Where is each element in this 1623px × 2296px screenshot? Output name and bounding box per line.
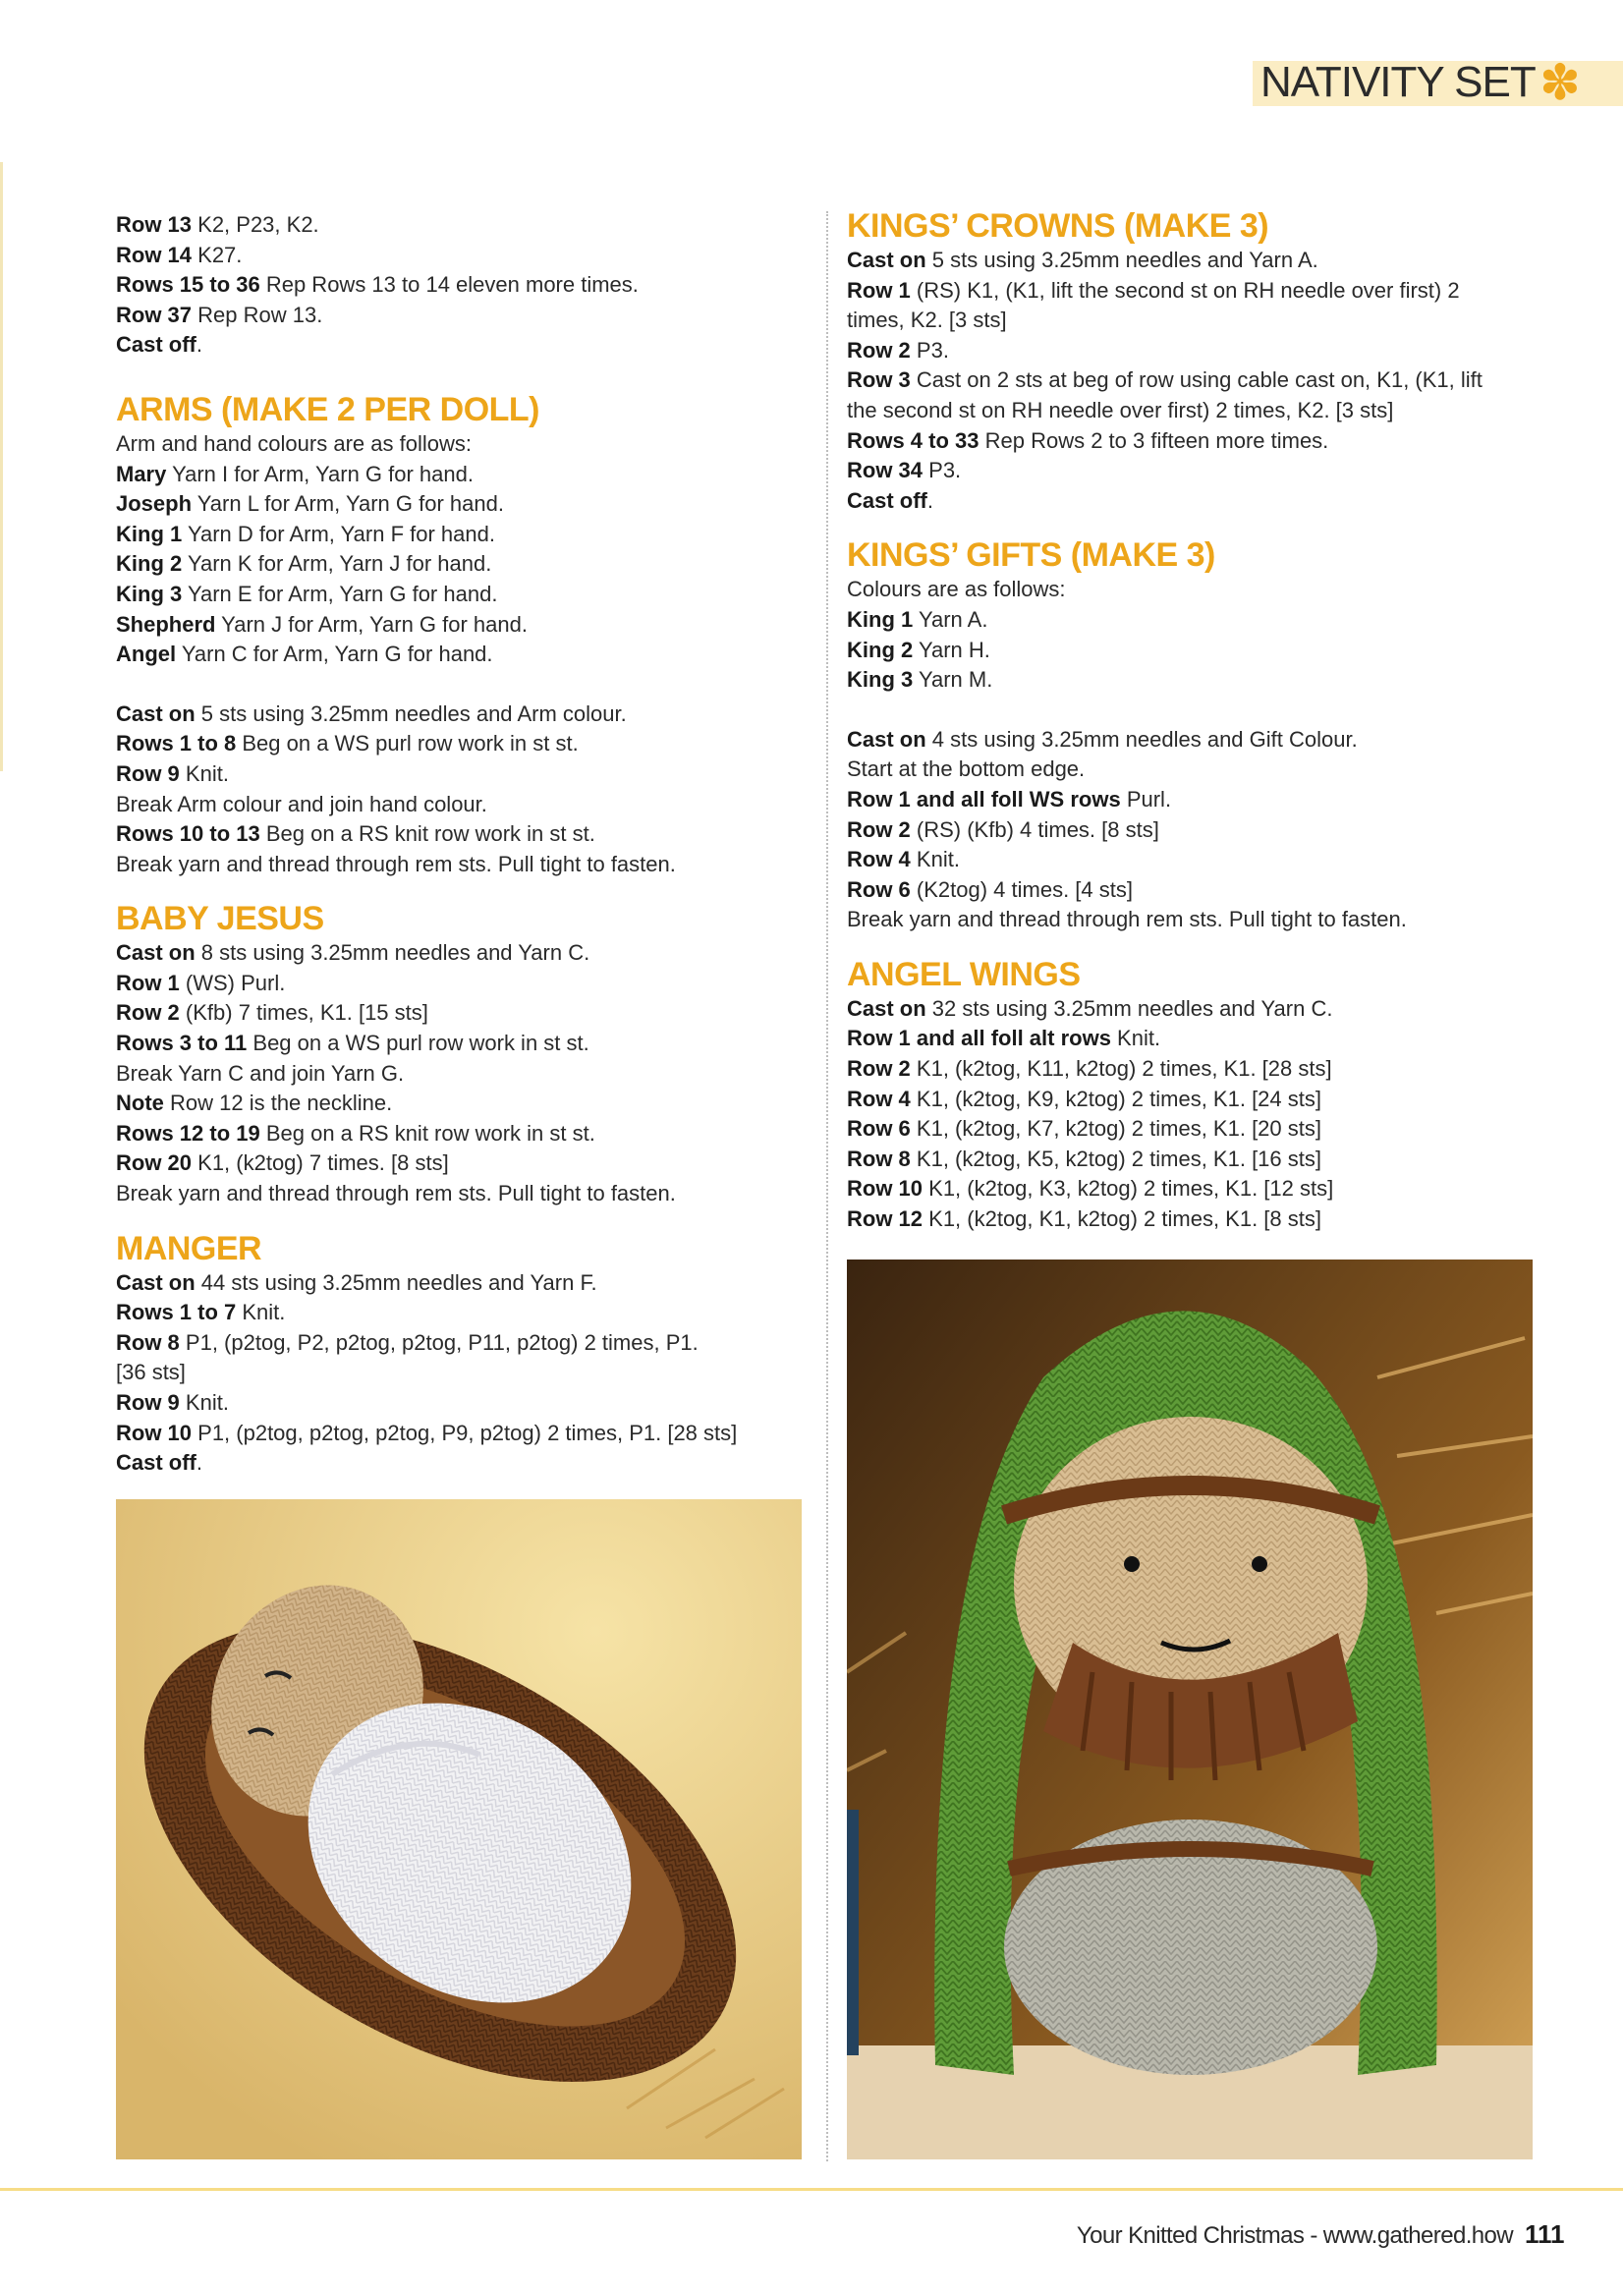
instruction-line — [116, 1148, 813, 1179]
angel-wings-heading: ANGEL WINGS — [847, 955, 1081, 993]
angel-wings-instructions — [847, 994, 1535, 1235]
instruction-text: Break yarn and thread through rem sts. Pull tight to fasten. — [847, 907, 1407, 932]
instruction-lead: Row 13 — [116, 212, 193, 237]
instruction-text: Rep Rows 2 to 3 fifteen more times. — [979, 427, 1329, 453]
instruction-line — [116, 1298, 813, 1328]
instruction-lead: King 3 — [847, 667, 914, 693]
instruction-lead: Row 14 — [116, 242, 193, 267]
instruction-line — [847, 1174, 1535, 1204]
instruction-line — [847, 456, 1535, 486]
instruction-text: [36 sts] — [116, 1360, 186, 1385]
section-title: NATIVITY SET — [1260, 58, 1536, 106]
instruction-text: K1, (k2tog) 7 times. [8 sts] — [192, 1150, 449, 1176]
instruction-text: Rep Rows 13 to 14 eleven more times. — [259, 272, 639, 298]
instruction-text: Knit. — [179, 1390, 229, 1415]
instruction-lead: King 1 — [847, 606, 914, 632]
instruction-text: 8 sts using 3.25mm needles and Yarn C. — [195, 940, 590, 966]
instruction-lead: Row 10 — [116, 1420, 193, 1445]
instruction-line — [116, 850, 813, 880]
instruction-line — [116, 1358, 813, 1388]
instruction-line — [847, 755, 1535, 785]
instruction-line — [847, 905, 1535, 935]
instruction-lead: Row 2 — [847, 1056, 911, 1082]
instruction-text: 5 sts using 3.25mm needles and Yarn A. — [925, 248, 1318, 272]
instruction-line — [116, 270, 813, 301]
instruction-text: K27. — [192, 242, 243, 267]
instruction-line — [847, 725, 1535, 756]
instruction-line — [847, 665, 1535, 696]
arms-colour-list — [116, 460, 813, 670]
instruction-line — [847, 1024, 1535, 1054]
instruction-lead: Row 2 — [116, 1000, 180, 1026]
instruction-lead: Row 2 — [847, 337, 911, 363]
column-divider — [826, 211, 828, 2161]
instruction-line — [116, 790, 813, 820]
instruction-text: K1, (k2tog, K3, k2tog) 2 times, K1. [12 sts] — [923, 1176, 1334, 1202]
left-column — [116, 210, 813, 1479]
instruction-lead: King 2 — [847, 637, 914, 662]
instruction-text: Break yarn and thread through rem sts. Pull tight to fasten. — [116, 851, 676, 876]
instruction-text: P1, (p2tog, p2tog, p2tog, P9, p2tog) 2 times, P1. [28 sts] — [192, 1420, 738, 1445]
instruction-line — [847, 815, 1535, 846]
instruction-lead: Cast on — [847, 248, 926, 272]
instruction-text: Beg on a RS knit row work in st st. — [259, 821, 595, 847]
instruction-text: K1, (k2tog, K11, k2tog) 2 times, K1. [28 sts] — [910, 1056, 1332, 1082]
instruction-text: Knit. — [910, 847, 960, 872]
instruction-line — [116, 1419, 813, 1449]
instruction-lead: Rows 1 to 7 — [116, 1300, 237, 1325]
instruction-text: Beg on a WS purl row work in st st. — [247, 1031, 589, 1056]
instruction-lead: Cast on — [116, 1269, 196, 1295]
instruction-line — [116, 460, 813, 490]
instruction-text: 32 sts using 3.25mm needles and Yarn C. — [925, 995, 1333, 1021]
instruction-lead: Row 1 — [847, 277, 911, 303]
instruction-line — [116, 969, 813, 999]
instruction-text: K1, (k2tog, K5, k2tog) 2 times, K1. [16 sts] — [910, 1146, 1321, 1171]
instruction-text: P3. — [910, 337, 949, 363]
instruction-line — [116, 640, 813, 670]
instruction-lead: Mary — [116, 461, 167, 486]
instruction-line — [116, 330, 813, 361]
instruction-text: Yarn C for Arm, Yarn G for hand. — [176, 642, 493, 667]
instruction-line — [116, 1029, 813, 1059]
instruction-line — [847, 336, 1535, 366]
instruction-line — [116, 1089, 813, 1119]
kings-gifts-heading: KINGS’ GIFTS (MAKE 3) — [847, 536, 1215, 575]
instruction-text: Yarn A. — [913, 606, 988, 632]
baby-jesus-illustration — [116, 1499, 802, 2159]
instruction-line — [116, 1328, 813, 1359]
shepherd-doll-illustration — [847, 1260, 1533, 2159]
instruction-line — [116, 729, 813, 759]
instruction-text: Knit. — [236, 1300, 286, 1325]
instruction-lead: Row 4 — [847, 847, 911, 872]
instruction-lead: King 2 — [116, 551, 183, 577]
instruction-line — [116, 819, 813, 850]
instruction-lead: Cast on — [116, 700, 196, 726]
instruction-line — [116, 580, 813, 610]
kings-crowns-instructions — [847, 246, 1535, 516]
instruction-text: Knit. — [179, 760, 229, 786]
instruction-lead: Rows 12 to 19 — [116, 1120, 260, 1146]
instruction-lead: King 3 — [116, 581, 183, 606]
instruction-text: . — [196, 1450, 203, 1476]
instruction-lead: Row 37 — [116, 302, 193, 327]
footer-rule — [0, 2188, 1623, 2191]
instruction-lead: Row 12 — [847, 1206, 923, 1232]
instruction-line — [847, 365, 1535, 396]
instruction-line — [847, 636, 1535, 666]
instruction-line — [116, 1268, 813, 1299]
instruction-lead: Row 6 — [847, 1116, 911, 1142]
arms-heading: ARMS (MAKE 2 PER DOLL) — [116, 390, 539, 428]
instruction-lead: Cast off — [116, 332, 196, 358]
instruction-lead: Row 9 — [116, 1390, 180, 1415]
instruction-line — [116, 1119, 813, 1149]
instruction-lead: Cast off — [847, 487, 927, 513]
instruction-line — [116, 938, 813, 969]
instruction-lead: Row 9 — [116, 760, 180, 786]
instruction-text: times, K2. [3 sts] — [847, 308, 1007, 333]
instruction-lead: Row 1 — [116, 970, 180, 995]
instruction-line — [847, 246, 1535, 276]
page-edge-marker — [0, 162, 3, 771]
instruction-lead: Note — [116, 1091, 164, 1116]
instruction-text: Break yarn and thread through rem sts. Pull tight to fasten. — [116, 1181, 676, 1206]
manger-heading: MANGER — [116, 1229, 262, 1267]
instruction-lead: Row 8 — [116, 1329, 180, 1355]
instruction-lead: Row 34 — [847, 458, 923, 483]
page-number: 111 — [1525, 2219, 1565, 2249]
instruction-line — [847, 486, 1535, 517]
instruction-text: the second st on RH needle over first) 2 times, K2. [3 sts] — [847, 397, 1394, 422]
instruction-line — [847, 1145, 1535, 1175]
instruction-line — [847, 875, 1535, 906]
instruction-line — [847, 994, 1535, 1025]
instruction-text: Yarn L for Arm, Yarn G for hand. — [192, 491, 504, 517]
asterisk-flower-icon: ✽ — [1539, 55, 1581, 110]
instruction-line — [116, 1448, 813, 1479]
instruction-line — [847, 1114, 1535, 1145]
shepherd-doll-photo — [847, 1260, 1533, 2159]
instruction-line — [116, 549, 813, 580]
instruction-text: Yarn K for Arm, Yarn J for hand. — [182, 551, 492, 577]
instruction-line — [116, 998, 813, 1029]
instruction-line — [847, 1054, 1535, 1085]
instruction-text: Yarn J for Arm, Yarn G for hand. — [215, 611, 528, 637]
instruction-line — [116, 610, 813, 641]
kings-gifts-colour-list — [847, 605, 1535, 696]
instruction-text: Yarn D for Arm, Yarn F for hand. — [182, 521, 495, 546]
instruction-text: Purl. — [1120, 786, 1172, 812]
instruction-line — [847, 396, 1535, 426]
instruction-text: Start at the bottom edge. — [847, 756, 1086, 782]
instruction-lead: Rows 3 to 11 — [116, 1031, 248, 1056]
instruction-line — [847, 1085, 1535, 1115]
instruction-text: Beg on a WS purl row work in st st. — [236, 731, 579, 756]
doll-body-continued — [116, 210, 813, 361]
instruction-text: K1, (k2tog, K1, k2tog) 2 times, K1. [8 sts] — [923, 1206, 1321, 1232]
instruction-text: . — [196, 332, 203, 358]
instruction-line — [116, 1059, 813, 1090]
instruction-lead: Rows 15 to 36 — [116, 272, 260, 298]
instruction-lead: Cast off — [116, 1450, 196, 1476]
instruction-line — [116, 759, 813, 790]
baby-jesus-manger-photo — [116, 1499, 802, 2159]
instruction-lead: Row 2 — [847, 816, 911, 842]
instruction-text: (WS) Purl. — [179, 970, 286, 995]
instruction-text: Yarn M. — [913, 667, 993, 693]
instruction-line — [116, 520, 813, 550]
instruction-lead: Row 4 — [847, 1086, 911, 1111]
instruction-text: Break Arm colour and join hand colour. — [116, 791, 487, 816]
kings-crowns-heading: KINGS’ CROWNS (MAKE 3) — [847, 207, 1269, 245]
instruction-lead: Row 1 and all foll WS rows — [847, 786, 1121, 812]
instruction-text: Break Yarn C and join Yarn G. — [116, 1060, 405, 1086]
instruction-line — [847, 605, 1535, 636]
instruction-lead: Angel — [116, 642, 177, 667]
instruction-text: K1, (k2tog, K7, k2tog) 2 times, K1. [20 sts] — [910, 1116, 1321, 1142]
instruction-text: Cast on 2 sts at beg of row using cable cast on, K1, (K1, lift — [910, 367, 1483, 393]
instruction-text: 5 sts using 3.25mm needles and Arm colour. — [195, 700, 627, 726]
instruction-text: Yarn E for Arm, Yarn G for hand. — [182, 581, 498, 606]
instruction-lead: Cast on — [116, 940, 196, 966]
instruction-lead: Shepherd — [116, 611, 216, 637]
instruction-line — [847, 276, 1535, 307]
right-column — [847, 206, 1535, 1235]
instruction-text: P1, (p2tog, P2, p2tog, p2tog, P11, p2tog) 2 times, P1. — [179, 1329, 699, 1355]
instruction-text: (Kfb) 7 times, K1. [15 sts] — [179, 1000, 428, 1026]
instruction-line — [847, 845, 1535, 875]
instruction-text: 44 sts using 3.25mm needles and Yarn F. — [195, 1269, 597, 1295]
instruction-line — [847, 426, 1535, 457]
instruction-line — [116, 1388, 813, 1419]
baby-jesus-instructions — [116, 938, 813, 1208]
instruction-lead: King 1 — [116, 521, 183, 546]
baby-jesus-heading: BABY JESUS — [116, 900, 324, 938]
instruction-line — [116, 301, 813, 331]
instruction-lead: Row 20 — [116, 1150, 193, 1176]
instruction-text: K1, (k2tog, K9, k2tog) 2 times, K1. [24 sts] — [910, 1086, 1321, 1111]
instruction-lead: Row 3 — [847, 367, 911, 393]
instruction-line — [847, 785, 1535, 815]
instruction-text: Row 12 is the neckline. — [163, 1091, 393, 1116]
instruction-line — [116, 489, 813, 520]
instruction-line — [116, 1179, 813, 1209]
instruction-text: Rep Row 13. — [192, 302, 323, 327]
instruction-lead: Cast on — [847, 995, 926, 1021]
instruction-text: Yarn I for Arm, Yarn G for hand. — [166, 461, 474, 486]
instruction-text: . — [926, 487, 934, 513]
arms-instructions — [116, 700, 813, 880]
manger-instructions — [116, 1268, 813, 1479]
instruction-text: (K2tog) 4 times. [4 sts] — [910, 876, 1133, 902]
instruction-line — [116, 241, 813, 271]
kings-gifts-intro: Colours are as follows: — [847, 577, 1066, 602]
instruction-lead: Row 6 — [847, 876, 911, 902]
instruction-lead: Row 10 — [847, 1176, 923, 1202]
instruction-text: K2, P23, K2. — [192, 212, 319, 237]
instruction-line — [116, 700, 813, 730]
instruction-text: Knit. — [1110, 1026, 1161, 1051]
instruction-lead: Cast on — [847, 726, 926, 752]
instruction-text: (RS) (Kfb) 4 times. [8 sts] — [910, 816, 1159, 842]
instruction-lead: Rows 1 to 8 — [116, 731, 237, 756]
instruction-text: Beg on a RS knit row work in st st. — [259, 1120, 595, 1146]
instruction-lead: Row 1 and all foll alt rows — [847, 1026, 1111, 1051]
instruction-line — [847, 306, 1535, 336]
instruction-line — [116, 210, 813, 241]
instruction-lead: Rows 4 to 33 — [847, 427, 979, 453]
instruction-lead: Rows 10 to 13 — [116, 821, 260, 847]
instruction-lead: Row 8 — [847, 1146, 911, 1171]
footer-publication: Your Knitted Christmas - www.gathered.how — [1076, 2222, 1513, 2249]
instruction-text: Yarn H. — [913, 637, 990, 662]
kings-gifts-instructions — [847, 725, 1535, 935]
instruction-lead: Joseph — [116, 491, 193, 517]
instruction-line — [847, 1204, 1535, 1235]
instruction-text: (RS) K1, (K1, lift the second st on RH needle over first) 2 — [910, 277, 1460, 303]
instruction-text: P3. — [923, 458, 962, 483]
arms-intro: Arm and hand colours are as follows: — [116, 430, 472, 456]
instruction-text: 4 sts using 3.25mm needles and Gift Colour. — [925, 726, 1358, 752]
